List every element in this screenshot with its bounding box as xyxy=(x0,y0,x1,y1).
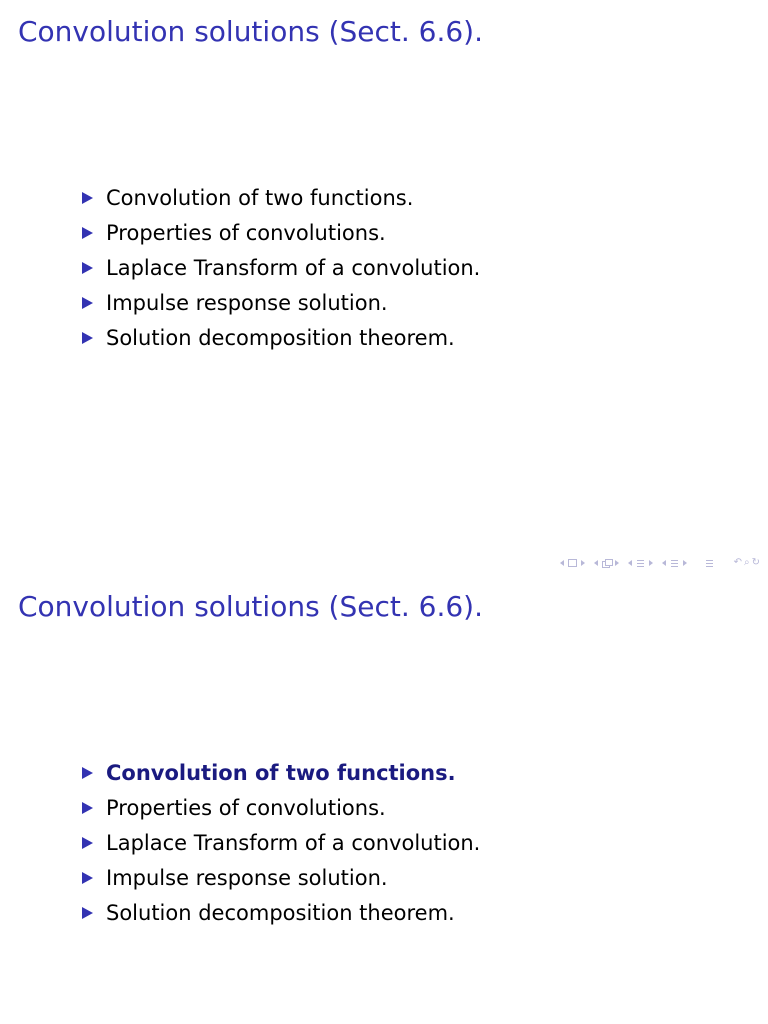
triangle-bullet-icon xyxy=(82,767,93,779)
triangle-bullet-icon xyxy=(82,192,93,204)
slide-title: Convolution solutions (Sect. 6.6). xyxy=(18,15,484,48)
list-item xyxy=(82,825,480,860)
subsection-icon xyxy=(602,559,611,567)
section-nav[interactable] xyxy=(628,559,653,567)
list-item-text: Convolution of two functions. xyxy=(106,760,456,785)
list-item-text: Impulse response solution. xyxy=(106,290,388,315)
undo-icon[interactable]: ↶ xyxy=(733,557,742,568)
triangle-bullet-icon xyxy=(82,297,93,309)
frame-nav[interactable] xyxy=(560,559,585,567)
triangle-bullet-icon xyxy=(82,802,93,814)
list-item-text: Laplace Transform of a convolution. xyxy=(106,830,481,855)
list-item-text: Laplace Transform of a convolution. xyxy=(106,255,481,280)
list-item xyxy=(82,180,480,215)
list-item-text: Impulse response solution. xyxy=(106,865,388,890)
triangle-bullet-icon xyxy=(82,332,93,344)
list-item-highlighted xyxy=(82,755,480,790)
frame-icon xyxy=(568,559,577,567)
nav-tools xyxy=(734,558,760,568)
list-item xyxy=(82,860,480,895)
list-item-text: Properties of convolutions. xyxy=(106,795,386,820)
list-item xyxy=(82,285,480,320)
arrow-left-icon[interactable] xyxy=(560,560,564,566)
triangle-bullet-icon xyxy=(82,907,93,919)
list-item xyxy=(82,790,480,825)
arrow-left-icon[interactable] xyxy=(628,560,632,566)
beamer-navigation-bar xyxy=(551,556,760,570)
arrow-right-icon[interactable] xyxy=(649,560,653,566)
topic-list xyxy=(82,755,480,930)
appendix-nav[interactable] xyxy=(705,559,714,567)
triangle-bullet-icon xyxy=(82,872,93,884)
list-item xyxy=(82,250,480,285)
slide-2 xyxy=(0,575,768,1024)
list-item-text: Solution decomposition theorem. xyxy=(106,325,455,350)
arrow-right-icon[interactable] xyxy=(581,560,585,566)
list-item-text: Convolution of two functions. xyxy=(106,185,414,210)
zoom-icon[interactable]: ↻ xyxy=(751,557,760,568)
triangle-bullet-icon xyxy=(82,262,93,274)
list-item-text: Properties of convolutions. xyxy=(106,220,386,245)
slide-title: Convolution solutions (Sect. 6.6). xyxy=(18,590,484,623)
topic-list xyxy=(82,180,480,355)
triangle-bullet-icon xyxy=(82,837,93,849)
triangle-bullet-icon xyxy=(82,227,93,239)
arrow-right-icon[interactable] xyxy=(683,560,687,566)
arrow-left-icon[interactable] xyxy=(594,560,598,566)
appendix-icon[interactable] xyxy=(705,559,714,567)
list-item xyxy=(82,895,480,930)
document-icon xyxy=(670,559,679,567)
arrow-right-icon[interactable] xyxy=(615,560,619,566)
document-nav[interactable] xyxy=(662,559,687,567)
list-item xyxy=(82,215,480,250)
arrow-left-icon[interactable] xyxy=(662,560,666,566)
list-item xyxy=(82,320,480,355)
section-icon xyxy=(636,559,645,567)
list-item-text: Solution decomposition theorem. xyxy=(106,900,455,925)
search-icon[interactable]: ⌕ xyxy=(744,557,750,568)
subsection-nav[interactable] xyxy=(594,559,619,567)
